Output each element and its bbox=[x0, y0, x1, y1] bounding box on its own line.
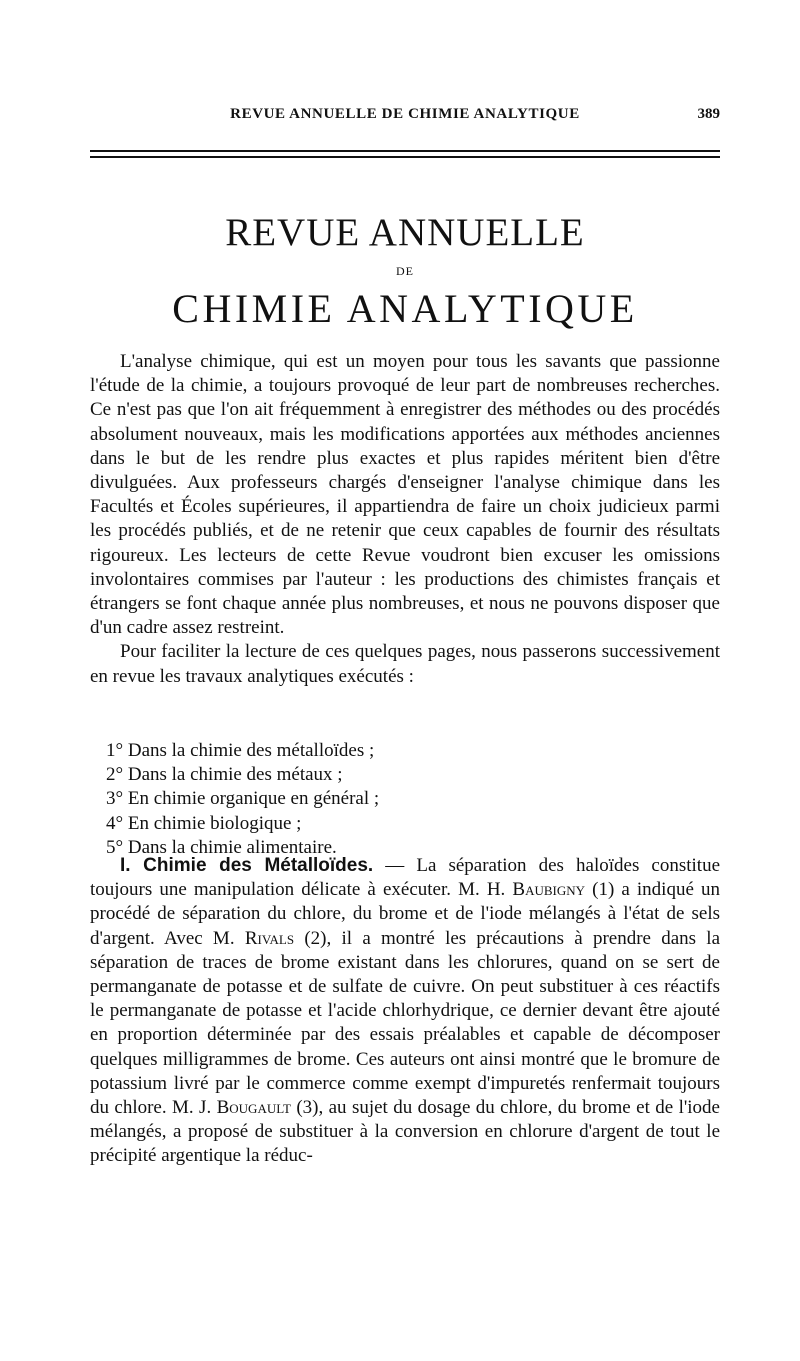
topic-list bbox=[106, 739, 379, 860]
header-rule-bottom bbox=[90, 156, 720, 158]
running-head bbox=[90, 106, 720, 130]
intro-paragraph-2: Pour faciliter la lecture de ces quelques pages, nous passerons successivement en revue les travaux analytiques exécutés : bbox=[90, 641, 720, 687]
header-rule-top bbox=[90, 150, 720, 152]
title-connector: DE bbox=[396, 264, 414, 278]
intro-paragraph-1: L'analyse chimique, qui est un moyen pour tous les savants que passionne l'étude de la chimie, a toujours provoqué de leur part de nombreuses recherches. Ce n'est pas que l'on ait fréquemment à enregistrer des méthodes ou des procédés absolument nouveaux, mais les modifications apportées aux méthodes anciennes dans le but de les rendre plus exactes et plus rapides méritent bien d'être divulguées. Aux professeurs chargés d'enseigner l'analyse chimique dans les Facultés et Écoles supérieures, il appartiendra de faire un choix judicieux parmi les procédés publiés, et de ne retenir que ceux capables de fournir des résultats rigoureux. Les lecteurs de cette Revue voudront bien excuser les omissions involontaires commises par l'auteur : les productions des chimistes français et étrangers se font chaque année plus nombreuses, et nous ne pouvons disposer que d'un cadre assez restreint. bbox=[90, 351, 720, 639]
section-text-1: La séparation des haloïdes constitue toujours une manipulation délicate à exécuter. M. H. bbox=[90, 855, 721, 901]
section-text-4: (3), au sujet du dosage du chlore, du brome et de l'iode mélangés, a proposé de substituer à la conversion en chlorure d'argent de tout le précipité argentique la réduc- bbox=[90, 1097, 720, 1167]
section-text-3: (2), il a montré les précautions à prendre dans la séparation de traces de brome existant dans les chlorures, quand on se sert de permanganate de potasse et de sulfate de cuivre. On peut substituer à ces réactifs le permanganate de potasse et l'acide chlorhydrique, ce dernier devant être ajouté en proportion déterminée par des essais préalables et capable de décomposer quelques milligrammes de brome. Ces auteurs ont ainsi montré que le bromure de potassium livré par le commerce comme exempt d'impuretés renfermait toujours du chlore. M. J. bbox=[90, 927, 720, 1119]
author-name: Bougault bbox=[216, 1097, 291, 1119]
section-metalloides bbox=[90, 854, 720, 1169]
list-item: 1° Dans la chimie des métalloïdes ; bbox=[106, 740, 375, 761]
author-name: Baubigny bbox=[512, 879, 586, 901]
page-title: REVUE ANNUELLE bbox=[225, 211, 585, 254]
heading-dash: — bbox=[373, 855, 417, 876]
section-heading: I. Chimie des Métalloïdes. bbox=[120, 855, 374, 876]
author-name: Rivals bbox=[244, 927, 295, 949]
section-paragraph bbox=[90, 854, 720, 1169]
section-text-2: (1) a indiqué un procédé de séparation du chlore, du brome et de l'iode mélangés à l'état de sels d'argent. Avec M. bbox=[90, 879, 720, 949]
introduction bbox=[90, 350, 720, 689]
page-number: 389 bbox=[697, 106, 720, 122]
list-item: 2° Dans la chimie des métaux ; bbox=[106, 764, 343, 786]
list-item: 3° En chimie organique en général ; bbox=[106, 788, 380, 810]
list-item: 4° En chimie biologique ; bbox=[106, 812, 302, 834]
running-title: REVUE ANNUELLE DE CHIMIE ANALYTIQUE bbox=[230, 106, 580, 122]
list-item: 5° Dans la chimie alimentaire. bbox=[106, 836, 337, 858]
page-subtitle: CHIMIE ANALYTIQUE bbox=[172, 286, 638, 331]
